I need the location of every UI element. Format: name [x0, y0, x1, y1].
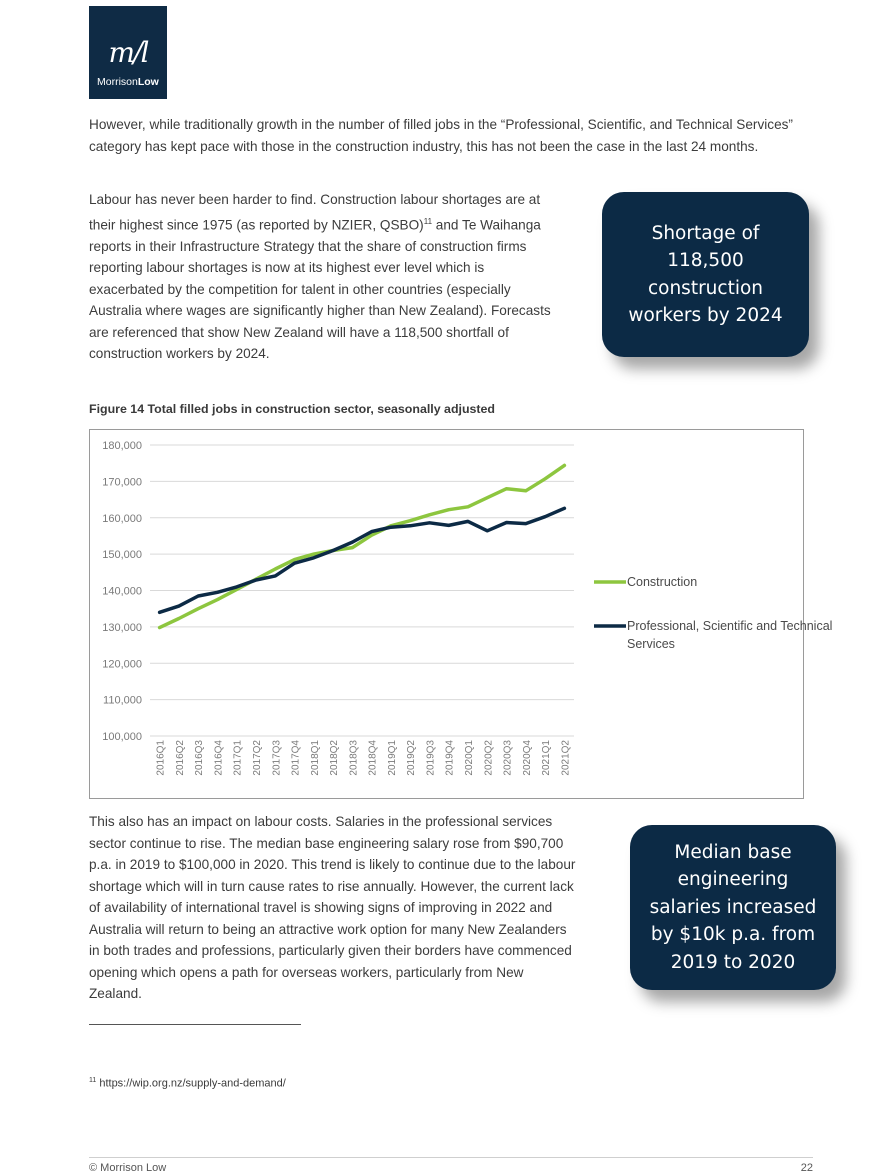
x-tick-label: 2021Q1 — [541, 740, 553, 776]
y-tick-label: 170,000 — [102, 476, 142, 489]
data-point-1 — [255, 579, 257, 581]
data-point-0 — [429, 514, 431, 516]
data-point-0 — [313, 553, 315, 555]
data-point-0 — [544, 478, 546, 480]
data-point-1 — [448, 525, 450, 527]
figure-caption: Figure 14 Total filled jobs in construction sector, seasonally adjusted — [89, 402, 495, 416]
x-tick-label: 2016Q1 — [155, 740, 167, 776]
callout-shortage-text: Shortage of 118,500 construction workers by 2024 — [628, 222, 783, 326]
footer-separator — [89, 1157, 813, 1158]
data-point-1 — [313, 557, 315, 559]
x-tick-label: 2019Q3 — [425, 740, 437, 776]
x-tick-label: 2018Q3 — [348, 740, 360, 776]
data-point-0 — [294, 559, 296, 561]
data-point-1 — [506, 522, 508, 524]
series-line-0 — [160, 465, 565, 627]
x-tick-label: 2018Q4 — [367, 740, 379, 776]
data-point-0 — [159, 627, 161, 629]
data-point-1 — [352, 541, 354, 543]
paragraph-labour-shortage — [89, 189, 551, 365]
legend-label-0: Construction — [627, 575, 698, 589]
y-tick-label: 100,000 — [102, 731, 142, 743]
x-tick-label: 2020Q4 — [521, 740, 533, 776]
data-point-0 — [274, 568, 276, 570]
data-point-0 — [564, 465, 566, 467]
data-point-0 — [371, 534, 373, 536]
data-point-1 — [390, 526, 392, 528]
callout-shortage — [602, 192, 809, 357]
data-point-0 — [178, 618, 180, 620]
y-tick-label: 140,000 — [102, 585, 142, 598]
x-tick-label: 2019Q1 — [386, 740, 398, 776]
data-point-0 — [506, 488, 508, 490]
x-tick-label: 2016Q4 — [213, 740, 225, 776]
logo-name-regular: Morrison — [97, 76, 138, 88]
data-point-1 — [294, 562, 296, 564]
y-tick-label: 150,000 — [102, 549, 142, 562]
x-tick-label: 2017Q3 — [271, 740, 283, 776]
y-tick-label: 160,000 — [102, 512, 142, 525]
x-tick-label: 2017Q2 — [252, 740, 263, 776]
data-point-1 — [467, 521, 469, 523]
construction-jobs-chart — [89, 429, 833, 799]
labour-shortage-text-b: and Te Waihanga reports in their Infrastructure Strategy that the share of construction firms reporting labour shortages is now at its highest ever level which is exacerbated by the competition for talent in other countries (especially Australia where wages are significantly higher than New Zealand). Forecasts are referenced that show New Zealand will have a 118,500 shortfall of construction workers by 2024. — [89, 217, 551, 362]
x-tick-label: 2020Q2 — [483, 740, 495, 776]
x-tick-label: 2020Q1 — [464, 740, 475, 776]
paragraph-professional-services-growth: However, while traditionally growth in the number of filled jobs in the “Professional, Scientific, and Technical Services” category has kept pace with those in the construction industry, this has not been the case in the last 24 months. — [89, 117, 793, 154]
y-tick-label: 110,000 — [103, 694, 142, 707]
data-point-1 — [159, 612, 161, 614]
footnote-number: 11 — [89, 1077, 97, 1084]
data-point-0 — [525, 490, 527, 492]
data-point-1 — [564, 507, 566, 509]
paragraph-labour-costs: This also has an impact on labour costs. Salaries in the professional services sector continue to rise. The median base engineering salary rose from $90,700 p.a. in 2019 to $100,000 in 2020. This trend is likely to continue due to the labour shortage which will in turn cause rates to rise annually. However, the current lack of availability of international travel is showing signs of improving in 2022 and Australia will return to being an attractive work option for many New Zealanders in both trades and professions, particularly given their borders have commenced opening which opens a path for overseas workers, particularly from New Zealand. — [89, 814, 576, 1001]
data-point-0 — [217, 599, 219, 601]
footer-copyright: © Morrison Low — [89, 1162, 167, 1174]
x-tick-label: 2017Q4 — [290, 740, 302, 776]
data-point-1 — [274, 575, 276, 577]
morrison-low-logo — [89, 6, 167, 99]
data-point-1 — [429, 522, 431, 524]
legend-label-1: Professional, Scientific and Technical Services — [627, 619, 833, 651]
y-tick-label: 180,000 — [102, 440, 142, 452]
data-point-0 — [467, 506, 469, 508]
data-point-1 — [236, 586, 238, 588]
logo-name — [97, 76, 159, 88]
x-tick-label: 2018Q2 — [329, 740, 341, 776]
x-tick-label: 2019Q2 — [406, 740, 418, 776]
footnote — [89, 1077, 286, 1090]
x-tick-label: 2020Q3 — [502, 740, 514, 776]
footnote-ref-11[interactable]: 11 — [423, 216, 433, 226]
y-tick-label: 130,000 — [102, 621, 142, 634]
chart-canvas — [90, 430, 833, 798]
page-number: 22 — [800, 1162, 813, 1174]
data-point-0 — [486, 497, 488, 499]
data-point-0 — [448, 509, 450, 511]
footnote-separator — [89, 1024, 301, 1025]
data-point-1 — [371, 531, 373, 533]
data-point-1 — [332, 550, 334, 552]
x-tick-label: 2016Q2 — [174, 740, 186, 776]
x-tick-label: 2018Q1 — [309, 740, 321, 776]
labour-shortage-text-a: Labour has never been harder to find. Construction labour shortages are at their highest since 1975 (as reported by NZIER, QSBO) — [89, 192, 541, 233]
callout-salary — [630, 825, 836, 990]
callout-salary-text: Median base engineering salaries increased by $10k p.a. from 2019 to 2020 — [649, 841, 817, 973]
data-point-1 — [486, 530, 488, 532]
data-point-1 — [178, 605, 180, 607]
x-tick-label: 2016Q3 — [194, 740, 206, 776]
x-tick-label: 2019Q4 — [444, 740, 456, 776]
data-point-1 — [409, 525, 411, 527]
data-point-0 — [409, 520, 411, 522]
x-tick-label: 2017Q1 — [232, 740, 244, 776]
data-point-0 — [197, 608, 199, 610]
logo-name-bold: Low — [137, 76, 159, 88]
data-point-1 — [525, 523, 527, 525]
data-point-1 — [197, 595, 199, 597]
y-tick-label: 120,000 — [102, 658, 142, 671]
logo-mark: m/l — [108, 36, 148, 69]
data-point-1 — [544, 516, 546, 518]
footnote-link[interactable]: https://wip.org.nz/supply-and-demand/ — [96, 1077, 286, 1090]
data-point-0 — [352, 547, 354, 549]
x-tick-label: 2021Q2 — [560, 740, 572, 776]
data-point-1 — [217, 592, 219, 594]
